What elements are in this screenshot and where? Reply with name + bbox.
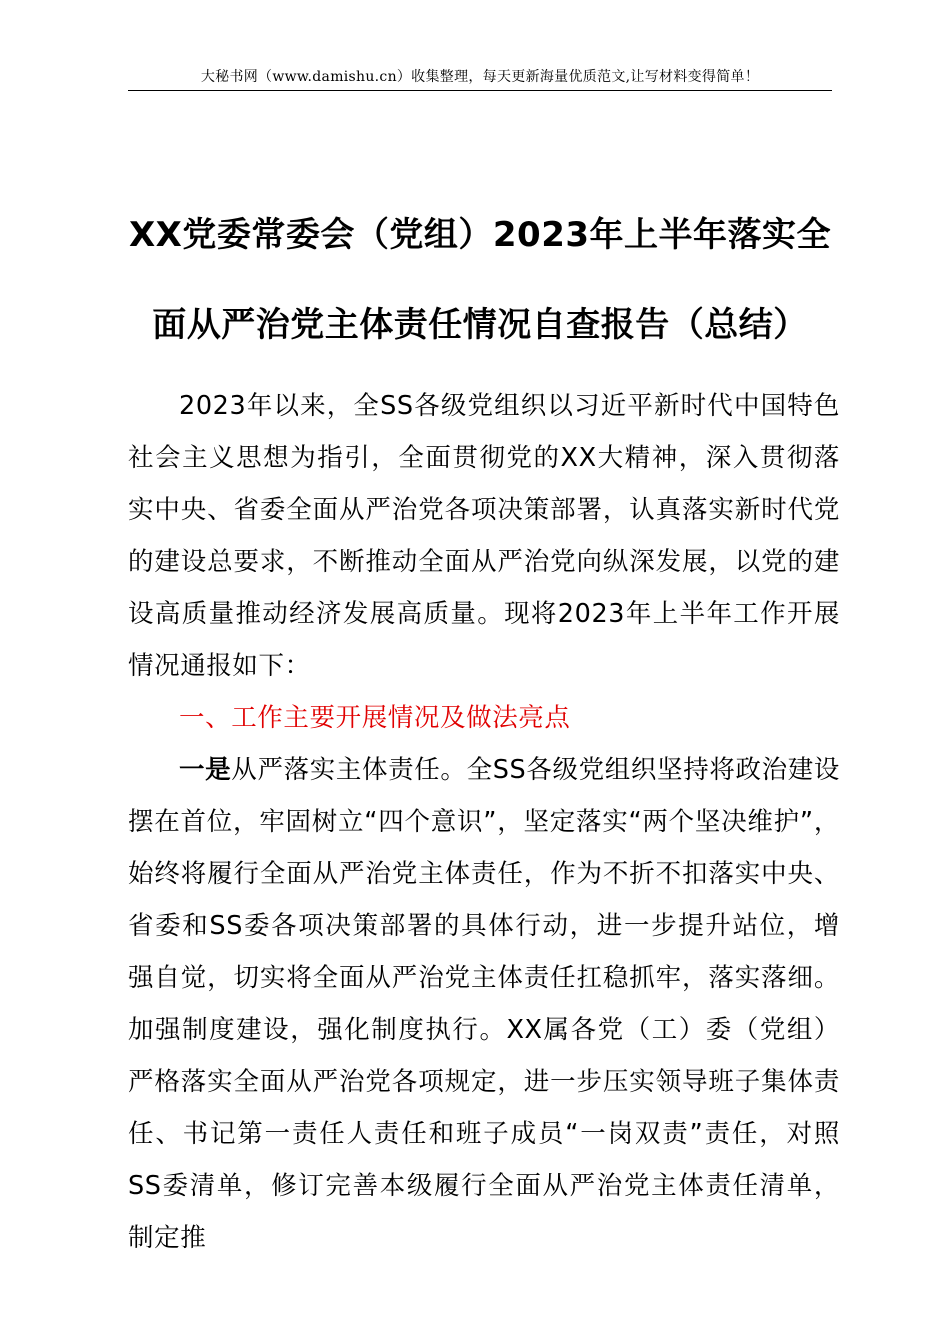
- item-lead: 一是: [179, 755, 232, 785]
- title-line-2: 面从严治党主体责任情况自查报告（总结）: [152, 305, 808, 345]
- site-header-banner: 大秘书网（www.damishu.cn）收集整理，每天更新海量优质范文,让写材料变得简单！: [128, 66, 832, 91]
- item-text: 从严落实主体责任。全SS各级党组织坚持将政治建设摆在首位，牢固树立“四个意识”，坚定落实“两个坚决维护”，始终将履行全面从严治党主体责任，作为不折不扣落实中央、省委和SS委各项决策部署的具体行动，进一步提升站位，增强自觉，切实将全面从严治党主体责任扛稳抓牢，落实落细。加强制度建设，强化制度执行。XX属各党（工）委（党组）严格落实全面从严治党各项规定，进一步压实领导班子集体责任、书记第一责任人责任和班子成员“一岗双责”责任，对照SS委清单，修订完善本级履行全面从严治党主体责任清单，制定推: [128, 755, 841, 1253]
- title-line-1: XX党委常委会（党组）2023年上半年落实全: [128, 215, 832, 255]
- section-heading: 一、工作主要开展情况及做法亮点: [179, 703, 571, 733]
- document-title: [100, 190, 860, 370]
- item-paragraph: [128, 744, 840, 1264]
- intro-paragraph: 2023年以来，全SS各级党组织以习近平新时代中国特色社会主义思想为指引，全面贯彻党的XX大精神，深入贯彻落实中央、省委全面从严治党各项决策部署，认真落实新时代党的建设总要求，不断推动全面从严治党向纵深发展，以党的建设高质量推动经济发展高质量。现将2023年上半年工作开展情况通报如下：: [128, 391, 840, 681]
- document-body: [128, 380, 840, 1264]
